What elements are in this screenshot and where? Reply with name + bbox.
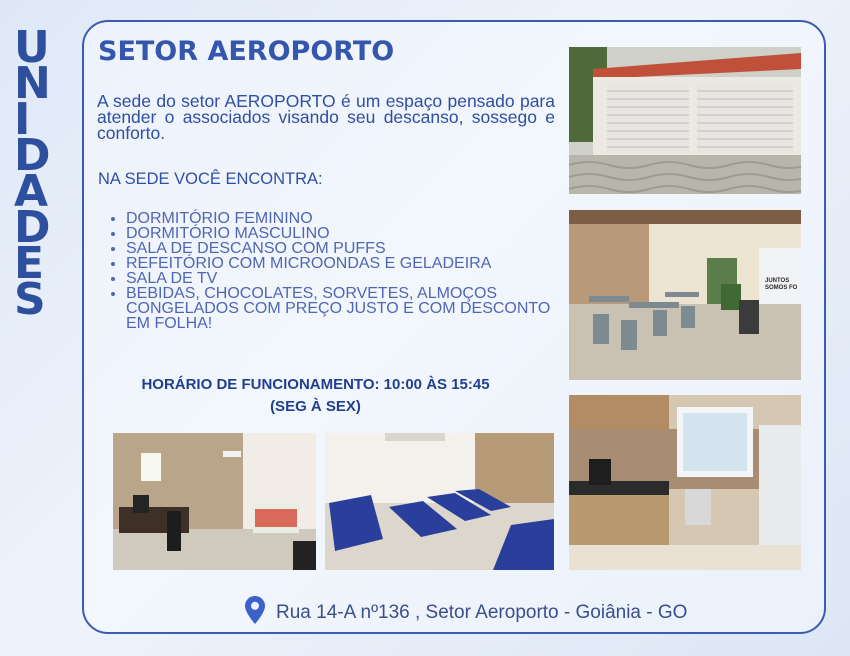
vertical-title-unidades (14, 22, 80, 325)
amenities-list (106, 211, 556, 331)
vertical-letter: D (14, 202, 51, 253)
photo-kitchen (569, 395, 801, 570)
location-pin-icon (244, 595, 266, 631)
page-title: SETOR AEROPORTO (98, 36, 395, 67)
photo-dining-area (569, 210, 801, 380)
address-line (244, 598, 687, 628)
photo-dormitory (325, 433, 554, 570)
vertical-letter: E (14, 238, 45, 289)
photo-building-exterior (569, 47, 801, 194)
vertical-letter: S (14, 274, 46, 325)
vertical-letter: U (14, 22, 50, 73)
photo-office (113, 433, 316, 570)
list-item: • REFEITÓRIO COM MICROONDAS E GELADEIRA (126, 256, 556, 271)
list-item: • SALA DE DESCANSO COM PUFFS (126, 241, 556, 256)
amenities-heading: NA SEDE VOCÊ ENCONTRA: (98, 170, 323, 188)
photo-sign-text: JUNTOS SOMOS FO (765, 278, 798, 291)
opening-hours-time: HORÁRIO DE FUNCIONAMENTO: 10:00 ÀS 15:45 (141, 376, 490, 393)
address-text: Rua 14-A nº136 , Setor Aeroporto - Goiânia - GO (276, 602, 688, 623)
list-item: • DORMITÓRIO MASCULINO (126, 226, 556, 241)
list-item: • DORMITÓRIO FEMININO (126, 211, 556, 226)
description-text: A sede do setor AEROPORTO é um espaço pensado para atender o associados visando seu descanso, sossego e conforto. (97, 91, 555, 143)
list-item: • BEBIDAS, CHOCOLATES, SORVETES, ALMOÇOS CONGELADOS COM PREÇO JUSTO E COM DESCONTO EM FOLHA! (126, 286, 556, 331)
opening-hours-days: (SEG À SEX) (270, 398, 361, 415)
vertical-letter: N (14, 58, 51, 109)
vertical-letter: I (14, 94, 31, 145)
vertical-letter: A (14, 166, 49, 217)
opening-hours (108, 374, 523, 418)
list-item: • SALA DE TV (126, 271, 556, 286)
vertical-letter: D (14, 130, 51, 181)
